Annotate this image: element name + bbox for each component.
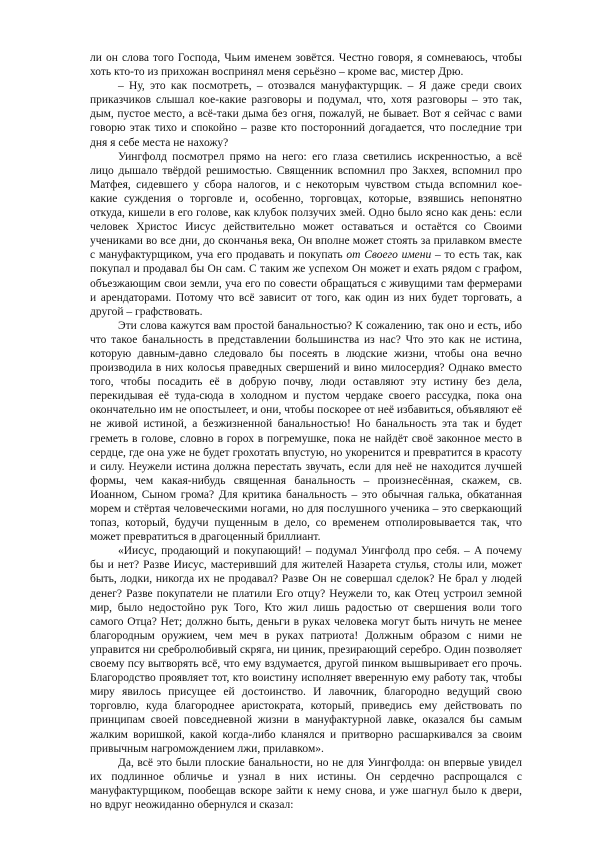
paragraph-3	[90, 150, 522, 319]
paragraph-3-text-before: Уингфолд посмотрел прямо на него: его глаза светились искренностью, а всё лицо дышало твёрдой решимостью. Священник вспомнил про Закхея, вспомнил про Матфея, сидевшего у сбора налогов, и с некоторым чувством стыда вспомнил кое-какие суждения о торговле и, особенно, торговцах, которые, взявшись непонятно откуда, кишели в его голове, как клубок ползучих змей. Одно было ясно как день: если человек Христос Иисус действительно может оставаться и остаётся со Своими учениками во все дни, до скончанья века, Он вполне может стоять за прилавком вместе с мануфактурщиком, уча его продавать и покупать	[90, 150, 522, 262]
paragraph-3-text-after: – то есть так, как покупал и продавал бы Он сам. С таким же успехом Он может и ехать рядом с графом, объезжающим свои земли, уча его по совести обращаться с живущими там фермерами и арендаторами. Потому что всё зависит от того, как один из них будет торговать, а другой – графствовать.	[90, 249, 522, 318]
paragraph-3-emphasis: от Своего имени	[346, 249, 432, 262]
paragraph-1: ли он слова того Господа, Чьим именем зовётся. Честно говоря, я сомневаюсь, чтобы хоть кто-то из прихожан воспринял меня серьёзно – кроме вас, мистер Дрю.	[90, 52, 522, 79]
paragraph-4: Эти слова кажутся вам простой банальностью? К сожалению, так оно и есть, ибо что такое банальность в представлении большинства из нас? Что это как не истина, которую давным-давно следовало бы посеять в людские жизни, чтобы она вечно производила в них колосья праведных свершений и вино милосердия? Однако вместо того, чтобы посадить её в добрую почву, люди оставляют эту истину без дела, перекидывая её туда-сюда в холодном и пустом чердаке своего рассудка, пока она окончательно им не опостылеет, и они, чтобы поскорее от неё избавиться, объявляют её не живой истиной, а безжизненной банальностью! Но банальность эта так и будет греметь в голове, словно в горох в погремушке, пока не найдёт своё законное место в сердце, где она уже не будет грохотать впустую, но укоренится и превратится в красоту и силу. Неужели истина должна перестать звучать, если для неё не находится лучшей формы, чем какая-нибудь священная банальность – произнесённая, скажем, св. Иоанном, Сыном грома? Для критика банальность – это обычная галька, обкатанная морем и стёртая человеческими ногами, но для послушного ученика – это сверкающий топаз, который, будучи пущенным в дело, со временем отполировывается так, что может превратиться в драгоценный бриллиант.	[90, 319, 522, 544]
paragraph-5: «Иисус, продающий и покупающий! – подумал Уингфолд про себя. – А почему бы и нет? Разве Иисус, мастеривший для жителей Назарета стулья, столы или, может быть, лодки, никогда их не продавал? Разве Он не совершал сделок? Не брал у людей денег? Разве покупатели не платили Его отцу? Неужели то, как Отец устроил земной мир, было недостойно рук Того, Кто жил лишь радостью от свершения воли того самого Отца? Нет; должно быть, деньги в руках человека могут быть ничуть не менее благородным оружием, чем меч в руках патриота! Должным образом с ними не управится ни сребролюбивый скряга, ни циник, презирающий серебро. Один позволяет своему псу вытворять всё, что ему вздумается, другой пинком вышвыривает его прочь. Благородство проявляет тот, кто воистину исполняет вверенную ему работу так, чтобы миру явилось присущее ей достоинство. И лавочник, благородно ведущий свою торговлю, куда благороднее аристократа, который, приведись ему действовать по принципам своей повседневной жизни в мануфактурной лавке, оказался бы самым жалким воришкой, какой когда-либо кланялся и притворно расшаркивался за своим привычным нагромождением лжи, прилавком».	[90, 545, 522, 755]
paragraph-2: – Ну, это как посмотреть, – отозвался мануфактурщик. – Я даже среди своих приказчиков слышал кое-какие разговоры и подумал, что, хотя разговоры – это так, дым, пустое место, а всё-таки дыма без огня, пожалуй, не бывает. Вот я сейчас с вами говорю этак тихо и спокойно – разве кто посторонний догадается, что последние три дня я себе места не нахожу?	[90, 80, 522, 149]
paragraph-6: Да, всё это были плоские банальности, но не для Уингфолда: он впервые увидел их подлинное обличье и узнал в них истины. Он сердечно распрощался с мануфактурщиком, пообещав вскоре зайти к нему снова, и уже шагнул было к двери, но вдруг неожиданно обернулся и сказал:	[90, 756, 522, 811]
document-page	[90, 51, 522, 812]
